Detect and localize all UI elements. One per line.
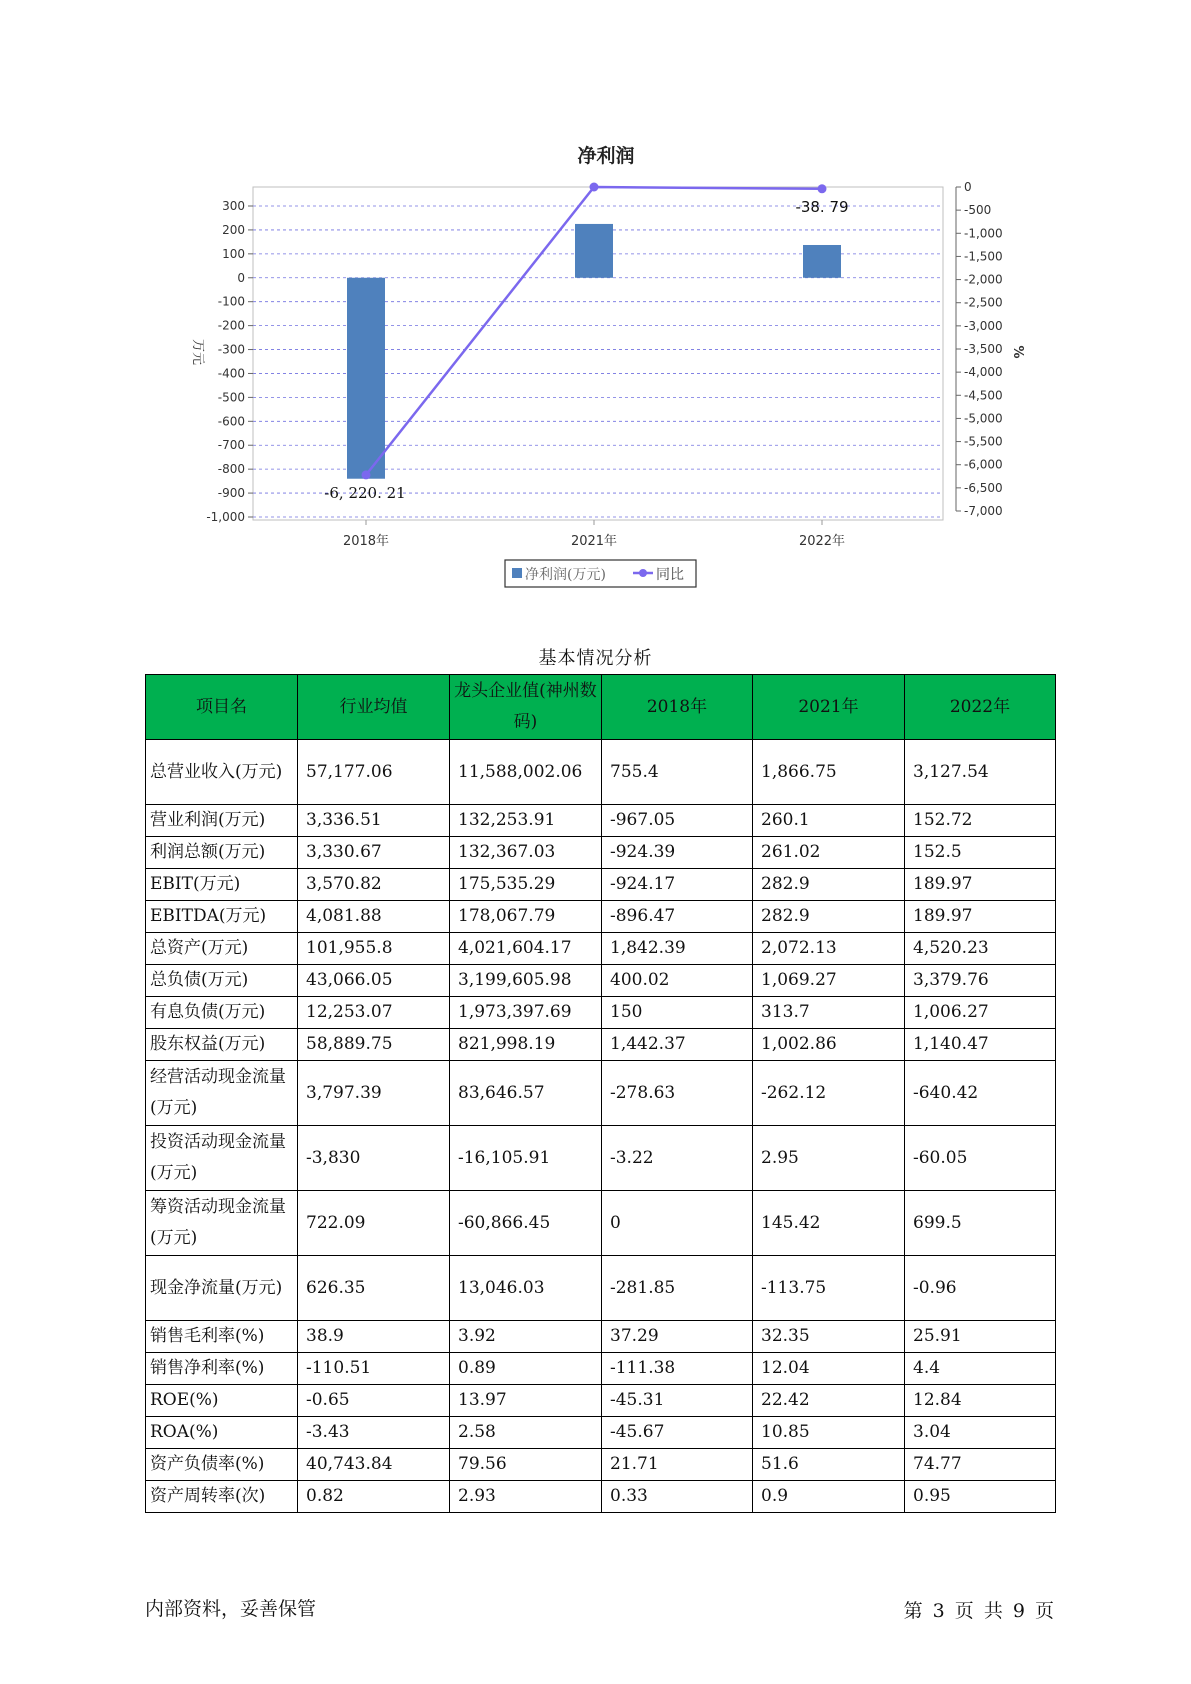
value-cell: -113.75 xyxy=(753,1256,905,1321)
row-label-cell: 投资活动现金流量(万元) xyxy=(146,1126,298,1191)
x-tick-label: 2022年 xyxy=(798,534,846,549)
value-cell: 0.89 xyxy=(450,1353,602,1385)
value-cell: -0.65 xyxy=(298,1385,450,1417)
value-cell: -111.38 xyxy=(602,1353,753,1385)
row-label-cell: 营业利润(万元) xyxy=(146,805,298,837)
value-cell: 43,066.05 xyxy=(298,965,450,997)
analysis-table xyxy=(145,674,1056,1513)
table-row xyxy=(146,1126,1056,1191)
table-row xyxy=(146,965,1056,997)
data-label: -38. 79 xyxy=(795,198,849,216)
value-cell: -16,105.91 xyxy=(450,1126,602,1191)
x-tick-label: 2021年 xyxy=(570,534,618,549)
table-row xyxy=(146,1191,1056,1256)
left-tick-label: -800 xyxy=(217,462,245,477)
legend-label-line: 同比 xyxy=(656,567,684,583)
value-cell: 1,866.75 xyxy=(753,740,905,805)
left-tick-label: -600 xyxy=(217,414,245,429)
left-tick-label: -900 xyxy=(217,486,245,501)
value-cell: 152.5 xyxy=(905,837,1056,869)
data-label: -6, 220. 21 xyxy=(324,484,406,502)
value-cell: 21.71 xyxy=(602,1449,753,1481)
row-label-cell: 现金净流量(万元) xyxy=(146,1256,298,1321)
header-cell: 项目名 xyxy=(146,675,298,740)
value-cell: 12.84 xyxy=(905,1385,1056,1417)
left-tick-label: -300 xyxy=(217,342,245,357)
left-tick-label: -1,000 xyxy=(206,510,245,524)
footer-page-number: 第 3 页 共 9 页 xyxy=(903,1600,1054,1622)
line-point-yoy xyxy=(362,470,371,479)
table-row xyxy=(146,1321,1056,1353)
value-cell: 1,006.27 xyxy=(905,997,1056,1029)
value-cell: -45.31 xyxy=(602,1385,753,1417)
value-cell: -640.42 xyxy=(905,1061,1056,1126)
table-row xyxy=(146,869,1056,901)
value-cell: 755.4 xyxy=(602,740,753,805)
value-cell: 313.7 xyxy=(753,997,905,1029)
table-row xyxy=(146,1417,1056,1449)
value-cell: 3,336.51 xyxy=(298,805,450,837)
value-cell: 1,140.47 xyxy=(905,1029,1056,1061)
right-axis-title: % xyxy=(1010,345,1025,359)
value-cell: 4,520.23 xyxy=(905,933,1056,965)
value-cell: 261.02 xyxy=(753,837,905,869)
value-cell: 2.93 xyxy=(450,1481,602,1513)
value-cell: 3.04 xyxy=(905,1417,1056,1449)
left-tick-label: 0 xyxy=(237,270,245,285)
value-cell: 1,069.27 xyxy=(753,965,905,997)
legend-label-bar: 净利润(万元) xyxy=(525,567,606,583)
value-cell: 0.82 xyxy=(298,1481,450,1513)
table-row xyxy=(146,837,1056,869)
legend-swatch-bar xyxy=(512,568,522,578)
value-cell: 57,177.06 xyxy=(298,740,450,805)
value-cell: -3.43 xyxy=(298,1417,450,1449)
value-cell: 40,743.84 xyxy=(298,1449,450,1481)
row-label-cell: 总负债(万元) xyxy=(146,965,298,997)
left-tick-label: -500 xyxy=(217,390,245,405)
value-cell: -262.12 xyxy=(753,1061,905,1126)
line-point-yoy xyxy=(818,184,827,193)
value-cell: 2.58 xyxy=(450,1417,602,1449)
value-cell: 260.1 xyxy=(753,805,905,837)
row-label-cell: 筹资活动现金流量(万元) xyxy=(146,1191,298,1256)
footer-confidential-note: 内部资料，妥善保管 xyxy=(145,1598,317,1620)
value-cell: 83,646.57 xyxy=(450,1061,602,1126)
value-cell: -3.22 xyxy=(602,1126,753,1191)
left-tick-label: -100 xyxy=(217,294,245,309)
row-label-cell: 有息负债(万元) xyxy=(146,997,298,1029)
row-label-cell: ROA(%) xyxy=(146,1417,298,1449)
table-row xyxy=(146,901,1056,933)
value-cell: 3,797.39 xyxy=(298,1061,450,1126)
value-cell: 189.97 xyxy=(905,901,1056,933)
value-cell: -967.05 xyxy=(602,805,753,837)
left-tick-label: -200 xyxy=(217,318,245,333)
value-cell: 0.33 xyxy=(602,1481,753,1513)
row-label-cell: 总营业收入(万元) xyxy=(146,740,298,805)
header-cell: 2022年 xyxy=(905,675,1056,740)
right-tick-label: -2,500 xyxy=(964,295,1003,310)
value-cell: 1,973,397.69 xyxy=(450,997,602,1029)
value-cell: 2.95 xyxy=(753,1126,905,1191)
value-cell: 4,021,604.17 xyxy=(450,933,602,965)
value-cell: -110.51 xyxy=(298,1353,450,1385)
row-label-cell: 销售净利率(%) xyxy=(146,1353,298,1385)
left-tick-label: -400 xyxy=(217,366,245,381)
value-cell: -3,830 xyxy=(298,1126,450,1191)
value-cell: 1,842.39 xyxy=(602,933,753,965)
left-axis-title: 万元 xyxy=(190,338,205,366)
value-cell: 821,998.19 xyxy=(450,1029,602,1061)
net-profit-chart xyxy=(0,0,1191,600)
row-label-cell: EBITDA(万元) xyxy=(146,901,298,933)
value-cell: 3.92 xyxy=(450,1321,602,1353)
header-cell: 2021年 xyxy=(753,675,905,740)
line-point-yoy xyxy=(590,183,599,192)
value-cell: 0.95 xyxy=(905,1481,1056,1513)
value-cell: 3,570.82 xyxy=(298,869,450,901)
value-cell: 10.85 xyxy=(753,1417,905,1449)
table-row xyxy=(146,1449,1056,1481)
value-cell: 152.72 xyxy=(905,805,1056,837)
value-cell: 74.77 xyxy=(905,1449,1056,1481)
row-label-cell: 资产周转率(次) xyxy=(146,1481,298,1513)
right-tick-label: -3,000 xyxy=(964,318,1003,333)
value-cell: 132,367.03 xyxy=(450,837,602,869)
row-label-cell: 销售毛利率(%) xyxy=(146,1321,298,1353)
value-cell: 3,199,605.98 xyxy=(450,965,602,997)
right-tick-label: -7,000 xyxy=(964,504,1003,518)
right-tick-label: -6,500 xyxy=(964,480,1003,495)
value-cell: 150 xyxy=(602,997,753,1029)
table-row xyxy=(146,1061,1056,1126)
value-cell: 11,588,002.06 xyxy=(450,740,602,805)
header-cell: 2018年 xyxy=(602,675,753,740)
right-tick-label: -3,500 xyxy=(964,342,1003,356)
left-tick-label: 200 xyxy=(222,222,245,237)
value-cell: 189.97 xyxy=(905,869,1056,901)
value-cell: 282.9 xyxy=(753,901,905,933)
row-label-cell: EBIT(万元) xyxy=(146,869,298,901)
table-row xyxy=(146,1029,1056,1061)
value-cell: -45.67 xyxy=(602,1417,753,1449)
value-cell: -60.05 xyxy=(905,1126,1056,1191)
value-cell: 0.9 xyxy=(753,1481,905,1513)
legend-marker-line xyxy=(639,569,647,577)
value-cell: -278.63 xyxy=(602,1061,753,1126)
table-caption: 基本情况分析 xyxy=(538,648,653,669)
value-cell: 699.5 xyxy=(905,1191,1056,1256)
value-cell: 13,046.03 xyxy=(450,1256,602,1321)
value-cell: 3,379.76 xyxy=(905,965,1056,997)
value-cell: 58,889.75 xyxy=(298,1029,450,1061)
value-cell: 38.9 xyxy=(298,1321,450,1353)
value-cell: 51.6 xyxy=(753,1449,905,1481)
value-cell: 0 xyxy=(602,1191,753,1256)
value-cell: 400.02 xyxy=(602,965,753,997)
value-cell: 13.97 xyxy=(450,1385,602,1417)
value-cell: 22.42 xyxy=(753,1385,905,1417)
value-cell: 282.9 xyxy=(753,869,905,901)
right-tick-label: -1,500 xyxy=(964,249,1003,264)
left-tick-label: -700 xyxy=(217,438,245,453)
right-tick-label: -4,000 xyxy=(964,365,1003,380)
right-tick-label: -4,500 xyxy=(964,388,1003,403)
value-cell: 4,081.88 xyxy=(298,901,450,933)
bar-net-profit xyxy=(575,224,613,278)
right-tick-label: -5,000 xyxy=(964,411,1003,426)
value-cell: 132,253.91 xyxy=(450,805,602,837)
value-cell: 3,330.67 xyxy=(298,837,450,869)
right-tick-label: -2,000 xyxy=(964,272,1003,287)
value-cell: 145.42 xyxy=(753,1191,905,1256)
table-row xyxy=(146,997,1056,1029)
right-tick-label: 0 xyxy=(964,180,972,194)
left-tick-label: 300 xyxy=(222,199,245,213)
value-cell: 1,442.37 xyxy=(602,1029,753,1061)
value-cell: 32.35 xyxy=(753,1321,905,1353)
table-row xyxy=(146,1481,1056,1513)
value-cell: 178,067.79 xyxy=(450,901,602,933)
left-tick-label: 100 xyxy=(222,246,245,261)
value-cell: 37.29 xyxy=(602,1321,753,1353)
value-cell: -924.17 xyxy=(602,869,753,901)
right-tick-label: -500 xyxy=(964,203,992,218)
value-cell: 25.91 xyxy=(905,1321,1056,1353)
table-row xyxy=(146,933,1056,965)
row-label-cell: 利润总额(万元) xyxy=(146,837,298,869)
row-label-cell: 股东权益(万元) xyxy=(146,1029,298,1061)
row-label-cell: 经营活动现金流量(万元) xyxy=(146,1061,298,1126)
table-row xyxy=(146,1385,1056,1417)
value-cell: 2,072.13 xyxy=(753,933,905,965)
table-row xyxy=(146,805,1056,837)
right-tick-label: -5,500 xyxy=(964,434,1003,449)
table-row xyxy=(146,1353,1056,1385)
x-tick-label: 2018年 xyxy=(342,534,390,549)
value-cell: 12,253.07 xyxy=(298,997,450,1029)
value-cell: 626.35 xyxy=(298,1256,450,1321)
value-cell: -281.85 xyxy=(602,1256,753,1321)
value-cell: -60,866.45 xyxy=(450,1191,602,1256)
value-cell: 1,002.86 xyxy=(753,1029,905,1061)
row-label-cell: 总资产(万元) xyxy=(146,933,298,965)
table-row xyxy=(146,740,1056,805)
right-tick-label: -6,000 xyxy=(964,457,1003,472)
value-cell: 4.4 xyxy=(905,1353,1056,1385)
table-header-row xyxy=(146,675,1056,740)
row-label-cell: ROE(%) xyxy=(146,1385,298,1417)
table-body xyxy=(146,740,1056,1513)
row-label-cell: 资产负债率(%) xyxy=(146,1449,298,1481)
value-cell: 3,127.54 xyxy=(905,740,1056,805)
value-cell: -896.47 xyxy=(602,901,753,933)
value-cell: 101,955.8 xyxy=(298,933,450,965)
value-cell: 12.04 xyxy=(753,1353,905,1385)
chart-title: 净利润 xyxy=(577,145,635,167)
header-cell: 龙头企业值(神州数码) xyxy=(450,675,602,740)
value-cell: -0.96 xyxy=(905,1256,1056,1321)
value-cell: 722.09 xyxy=(298,1191,450,1256)
table-row xyxy=(146,1256,1056,1321)
value-cell: 79.56 xyxy=(450,1449,602,1481)
bar-net-profit xyxy=(803,245,841,278)
value-cell: 175,535.29 xyxy=(450,869,602,901)
bar-net-profit xyxy=(347,278,385,479)
right-tick-label: -1,000 xyxy=(964,226,1003,241)
header-cell: 行业均值 xyxy=(298,675,450,740)
value-cell: -924.39 xyxy=(602,837,753,869)
